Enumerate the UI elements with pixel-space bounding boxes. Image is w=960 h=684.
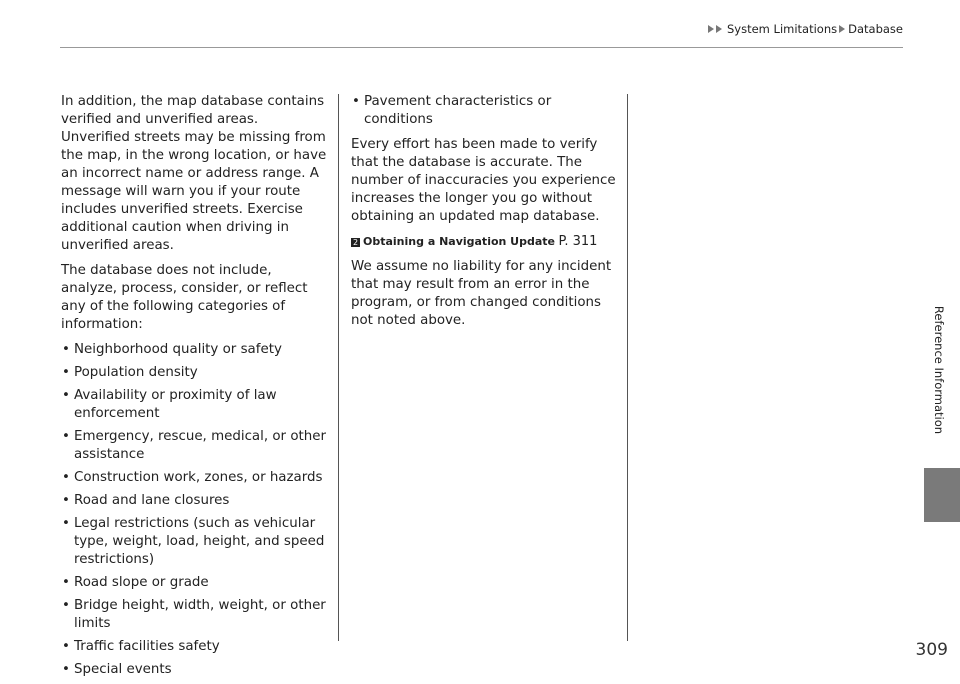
reference-page: P. 311 — [558, 234, 598, 249]
list-item: • Special events — [61, 661, 331, 679]
right-paragraph-2: We assume no liability for any incident that may result from an error in the program, or from changed conditions not noted above. — [351, 259, 612, 328]
right-column — [351, 93, 619, 337]
excluded-information-list — [61, 341, 331, 679]
list-item: • Road and lane closures — [61, 492, 331, 510]
list-item: • Legal restrictions (such as vehicular type, weight, load, height, and speed restrictions) — [61, 515, 331, 569]
cross-reference-link[interactable] — [351, 233, 619, 251]
page-number: 309 — [915, 640, 948, 660]
arrow-right-icon — [839, 25, 845, 33]
column-divider-right — [627, 94, 628, 641]
header-rule — [60, 47, 903, 48]
list-item: • Population density — [61, 364, 331, 382]
right-bullet-list — [351, 93, 619, 129]
right-paragraph-1: Every effort has been made to verify that the database is accurate. The number of inaccuracies you experience increases the longer you go without obtaining an updated map database. — [351, 137, 616, 224]
list-item: • Emergency, rescue, medical, or other assistance — [61, 428, 331, 464]
list-item: • Neighborhood quality or safety — [61, 341, 331, 359]
list-item: • Road slope or grade — [61, 574, 331, 592]
reference-arrow-icon: 2 — [352, 238, 359, 247]
section-side-label: Reference Information — [932, 305, 946, 435]
list-item: • Pavement characteristics or conditions — [351, 93, 619, 129]
left-column — [61, 93, 331, 684]
reference-title: Obtaining a Navigation Update — [363, 235, 556, 248]
column-divider-left — [338, 94, 339, 641]
arrow-right-icon — [716, 25, 722, 33]
section-tab[interactable] — [924, 468, 960, 522]
left-paragraph-1: In addition, the map database contains verified and unverified areas. Unverified streets may be missing from the map, in the wrong location, or have an incorrect name or address range. A message will warn you if your route includes unverified streets. Exercise additional caution when driving in unverified areas. — [61, 94, 327, 253]
breadcrumb — [708, 22, 903, 36]
breadcrumb-database: Database — [848, 22, 903, 36]
breadcrumb-system-limitations[interactable]: System Limitations — [727, 22, 838, 36]
list-item: • Availability or proximity of law enforcement — [61, 387, 331, 423]
arrow-right-icon — [708, 25, 714, 33]
list-item: • Bridge height, width, weight, or other limits — [61, 597, 331, 633]
list-item: • Construction work, zones, or hazards — [61, 469, 331, 487]
list-item: • Traffic facilities safety — [61, 638, 331, 656]
left-paragraph-2: The database does not include, analyze, process, consider, or reflect any of the following categories of information: — [61, 263, 308, 332]
